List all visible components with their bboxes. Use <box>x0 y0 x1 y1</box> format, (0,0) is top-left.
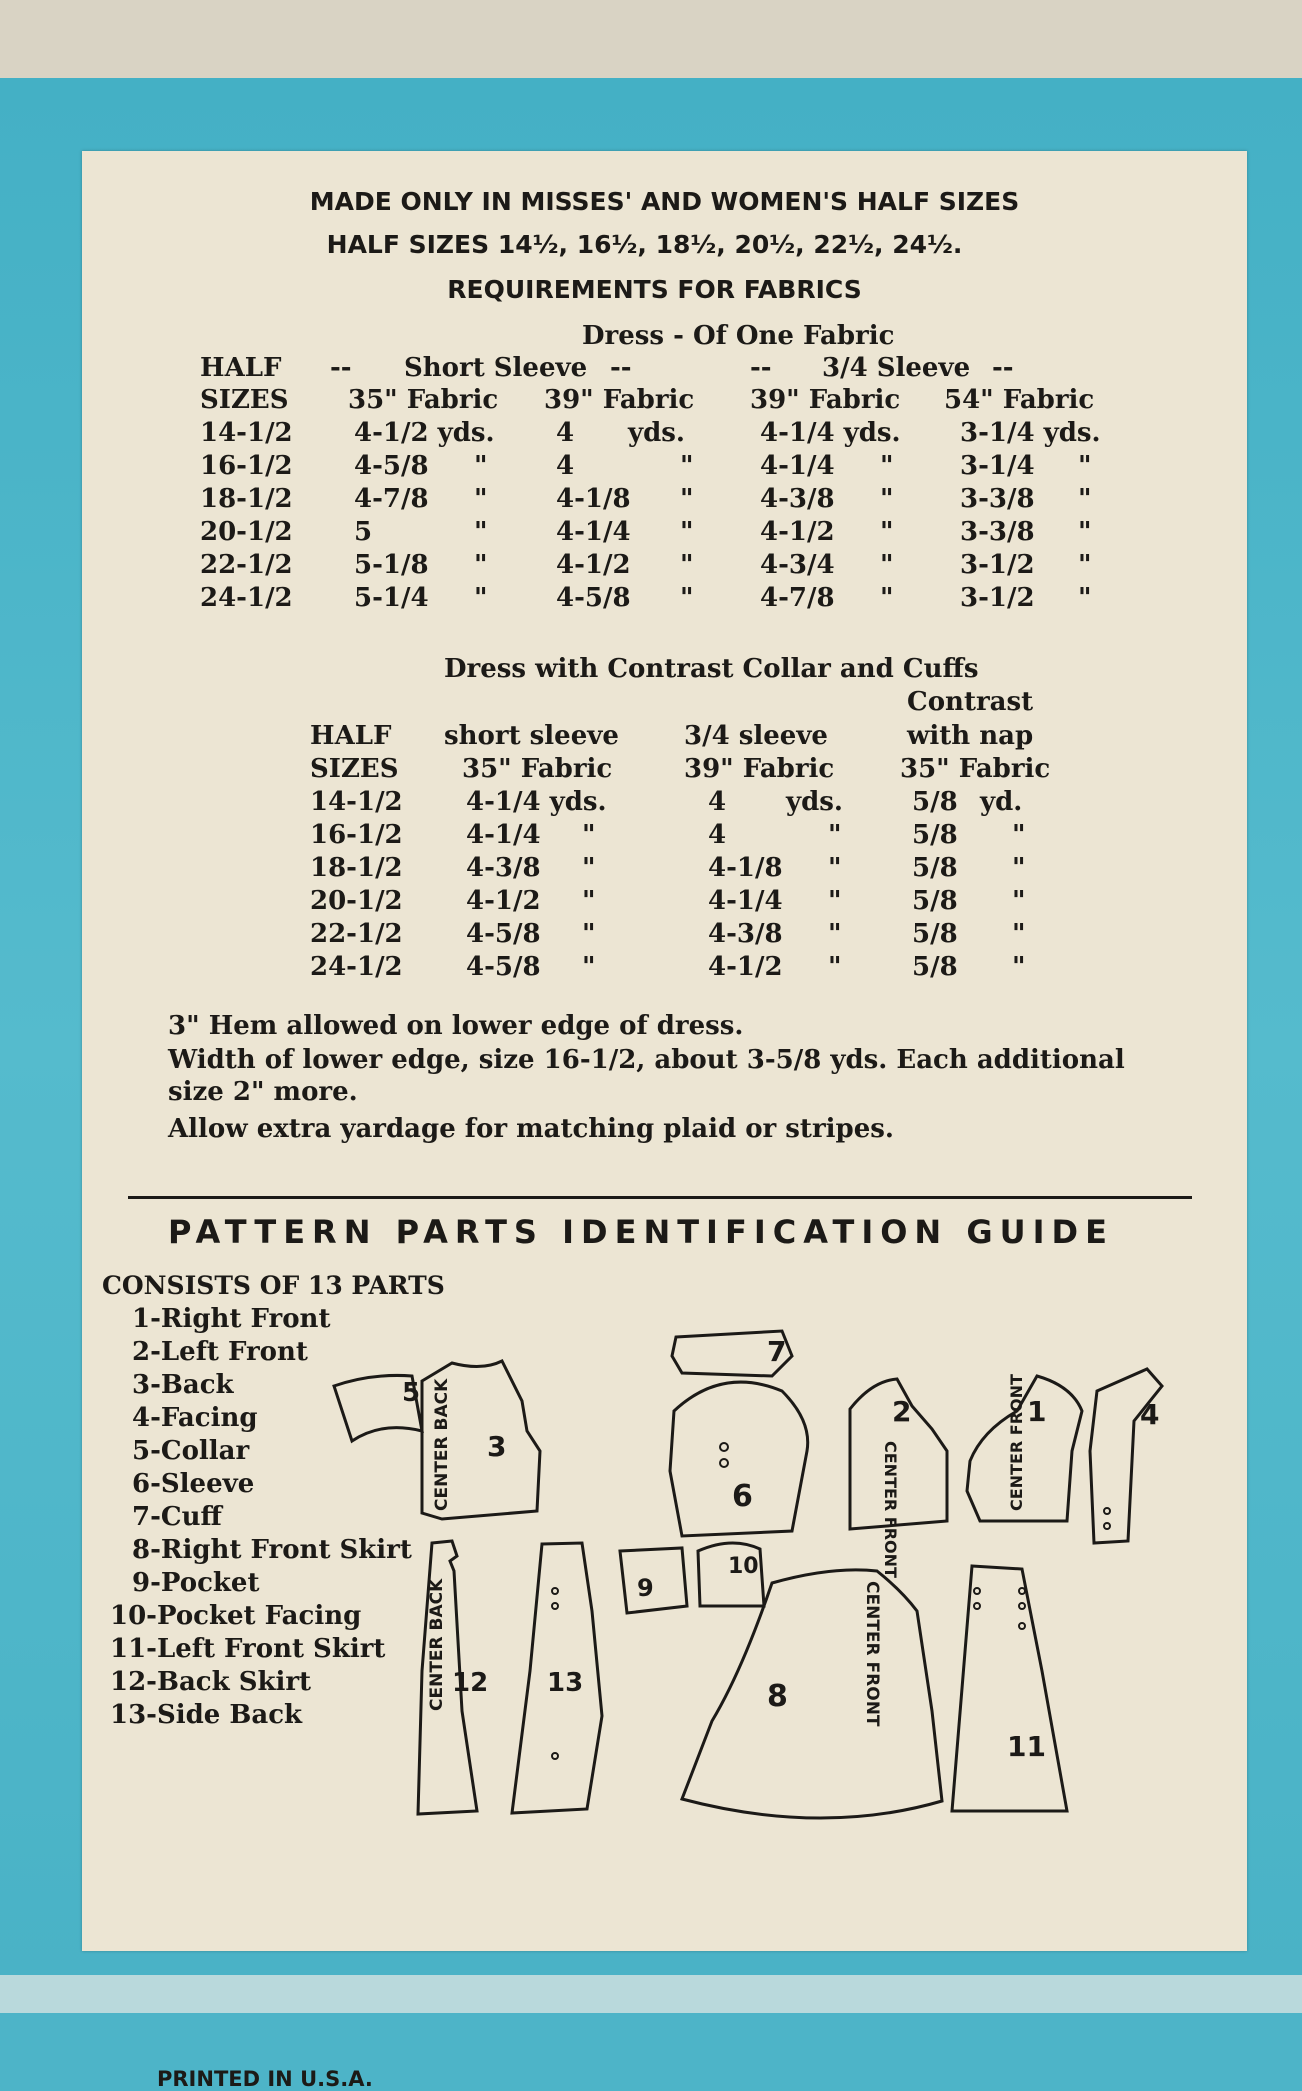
cell: " <box>880 550 894 580</box>
part-item: 1-Right Front <box>132 1304 331 1334</box>
cell: yds. <box>628 418 685 448</box>
cell: " <box>680 484 694 514</box>
cell: " <box>880 517 894 547</box>
header-sizes: HALF SIZES 14½, 16½, 18½, 20½, 22½, 24½. <box>326 230 963 259</box>
note-size: size 2" more. <box>168 1077 358 1107</box>
note-plaid: Allow extra yardage for matching plaid or stripes. <box>168 1114 894 1144</box>
th: 39" Fabric <box>750 385 901 415</box>
part-item: 2-Left Front <box>132 1337 308 1367</box>
table2-head0: Contrast <box>907 687 1034 717</box>
cell: " <box>1012 886 1026 916</box>
th: 3/4 Sleeve <box>822 353 971 383</box>
cell: " <box>1078 451 1092 481</box>
cell: 4-1/4 <box>708 886 783 916</box>
cell: 4-3/8 <box>466 853 541 883</box>
cell: 5-1/8 <box>354 550 429 580</box>
cell: 4-7/8 <box>354 484 429 514</box>
cell: " <box>1078 550 1092 580</box>
cell: " <box>474 517 488 547</box>
th: 3/4 sleeve <box>684 721 828 751</box>
cell: 4-3/8 <box>760 484 835 514</box>
cell: 4-3/4 <box>760 550 835 580</box>
cell: " <box>582 820 596 850</box>
part-item: 6-Sleeve <box>132 1469 255 1499</box>
label-center-front-1: CENTER FRONT <box>1007 1374 1026 1511</box>
cell: 24-1/2 <box>310 952 403 982</box>
th: HALF <box>310 721 392 751</box>
cell: " <box>880 484 894 514</box>
th: SIZES <box>200 385 289 415</box>
th: 35" Fabric <box>462 754 613 784</box>
bottom-edge-strip <box>0 1975 1302 2013</box>
cell: 18-1/2 <box>200 484 293 514</box>
cell: 4-1/4 yds. <box>760 418 901 448</box>
cell: 4-1/2 <box>708 952 783 982</box>
cell: " <box>680 517 694 547</box>
label-3: 3 <box>487 1430 507 1463</box>
th: 35" Fabric <box>900 754 1051 784</box>
th: 35" Fabric <box>348 385 499 415</box>
cell: 14-1/2 <box>310 787 403 817</box>
cell: 16-1/2 <box>200 451 293 481</box>
cell: 16-1/2 <box>310 820 403 850</box>
cell: 20-1/2 <box>200 517 293 547</box>
cell: " <box>582 952 596 982</box>
cell: 4-5/8 <box>354 451 429 481</box>
cell: 5/8 <box>912 820 958 850</box>
cell: 4-1/8 <box>708 853 783 883</box>
requirements-title: REQUIREMENTS FOR FABRICS <box>447 275 862 304</box>
label-center-front-2: CENTER FRONT <box>881 1441 900 1578</box>
cell: 18-1/2 <box>310 853 403 883</box>
th: HALF <box>200 353 282 383</box>
cell: " <box>828 886 842 916</box>
cell: " <box>474 550 488 580</box>
cell: 20-1/2 <box>310 886 403 916</box>
cell: 4-1/2 <box>466 886 541 916</box>
th: short sleeve <box>444 721 619 751</box>
cell: " <box>680 451 694 481</box>
cell: 14-1/2 <box>200 418 293 448</box>
cell: 4 <box>556 451 575 481</box>
cell: 22-1/2 <box>310 919 403 949</box>
part-item: 11-Left Front Skirt <box>110 1634 386 1664</box>
label-13: 13 <box>547 1668 584 1698</box>
part-item: 7-Cuff <box>132 1502 222 1532</box>
cell: 4-5/8 <box>466 952 541 982</box>
table2-title: Dress with Contrast Collar and Cuffs <box>444 654 979 684</box>
cell: " <box>582 919 596 949</box>
cell: 4 <box>556 418 575 448</box>
th: -- <box>992 353 1014 383</box>
printed-in-usa: PRINTED IN U.S.A. <box>157 2067 373 2091</box>
cell: 5/8 <box>912 787 958 817</box>
part-item: 12-Back Skirt <box>110 1667 312 1697</box>
cell: 3-1/2 <box>960 550 1035 580</box>
cell: 4-1/2 yds. <box>354 418 495 448</box>
pattern-pieces-diagram <box>82 151 1247 1951</box>
part-item: 9-Pocket <box>132 1568 260 1598</box>
cell: 3-1/4 <box>960 451 1035 481</box>
piece-left-front-skirt <box>952 1566 1067 1811</box>
cell: " <box>828 952 842 982</box>
cell: 4 <box>708 787 727 817</box>
note-width: Width of lower edge, size 16-1/2, about 3-5/8 yds. Each additional <box>168 1045 1125 1075</box>
note-hem: 3" Hem allowed on lower edge of dress. <box>168 1011 744 1041</box>
cell: 4-1/2 <box>556 550 631 580</box>
cell: " <box>1078 484 1092 514</box>
cell: " <box>474 451 488 481</box>
cell: 22-1/2 <box>200 550 293 580</box>
th: 54" Fabric <box>944 385 1095 415</box>
cell: yds. <box>786 787 843 817</box>
cell: yd. <box>980 787 1023 817</box>
cell: " <box>1012 919 1026 949</box>
label-12: 12 <box>452 1668 489 1698</box>
cell: " <box>1012 820 1026 850</box>
cell: " <box>680 583 694 613</box>
cell: 4-5/8 <box>466 919 541 949</box>
th: 39" Fabric <box>684 754 835 784</box>
header-line-1: MADE ONLY IN MISSES' AND WOMEN'S HALF SIZES <box>309 187 1020 216</box>
cell: " <box>1078 583 1092 613</box>
cell: " <box>880 583 894 613</box>
th: -- <box>610 353 632 383</box>
guide-title: PATTERN PARTS IDENTIFICATION GUIDE <box>168 1213 1114 1251</box>
cell: " <box>474 484 488 514</box>
cell: " <box>828 919 842 949</box>
cell: " <box>880 451 894 481</box>
cell: " <box>474 583 488 613</box>
th: Short Sleeve <box>404 353 588 383</box>
label-1: 1 <box>1027 1395 1047 1428</box>
label-8: 8 <box>767 1679 788 1714</box>
cell: 5/8 <box>912 886 958 916</box>
cell: 5/8 <box>912 919 958 949</box>
cell: 5-1/4 <box>354 583 429 613</box>
label-7: 7 <box>767 1335 787 1368</box>
cell: 4-1/4 <box>760 451 835 481</box>
cell: 4-1/4 <box>466 820 541 850</box>
label-5: 5 <box>402 1378 421 1408</box>
table1-title: Dress - Of One Fabric <box>582 321 895 351</box>
part-item: 10-Pocket Facing <box>110 1601 362 1631</box>
cell: 4-5/8 <box>556 583 631 613</box>
part-item: 5-Collar <box>132 1436 250 1466</box>
cell: 5/8 <box>912 853 958 883</box>
cell: " <box>1078 517 1092 547</box>
label-center-front-8: CENTER FRONT <box>862 1581 882 1727</box>
cell: 4-1/8 <box>556 484 631 514</box>
th: with nap <box>907 721 1034 751</box>
cell: 4-1/2 <box>760 517 835 547</box>
label-center-back-3: CENTER BACK <box>432 1378 452 1511</box>
th: SIZES <box>310 754 399 784</box>
part-item: 4-Facing <box>132 1403 258 1433</box>
cell: " <box>680 550 694 580</box>
th: 39" Fabric <box>544 385 695 415</box>
label-9: 9 <box>637 1574 654 1602</box>
label-2: 2 <box>892 1395 912 1428</box>
cell: " <box>828 853 842 883</box>
part-item: 13-Side Back <box>110 1700 303 1730</box>
cell: 4 <box>708 820 727 850</box>
cell: 3-3/8 <box>960 484 1035 514</box>
parts-title: CONSISTS OF 13 PARTS <box>102 1271 445 1300</box>
cell: 5 <box>354 517 373 547</box>
top-torn-strip <box>0 0 1302 78</box>
pattern-envelope-card <box>82 151 1247 2091</box>
cell: 4-3/8 <box>708 919 783 949</box>
th: -- <box>750 353 772 383</box>
cell: 4-1/4 <box>556 517 631 547</box>
part-item: 8-Right Front Skirt <box>132 1535 412 1565</box>
part-item: 3-Back <box>132 1370 234 1400</box>
cell: 3-1/2 <box>960 583 1035 613</box>
cell: " <box>1012 952 1026 982</box>
cell: 4-1/4 yds. <box>466 787 607 817</box>
label-center-back-12: CENTER BACK <box>427 1578 447 1711</box>
cell: 24-1/2 <box>200 583 293 613</box>
cell: " <box>1012 853 1026 883</box>
th: -- <box>330 353 352 383</box>
cell: " <box>828 820 842 850</box>
cell: " <box>582 853 596 883</box>
label-6: 6 <box>732 1479 753 1514</box>
piece-facing <box>1090 1369 1162 1543</box>
cell: " <box>582 886 596 916</box>
label-10: 10 <box>728 1554 759 1579</box>
cell: 3-3/8 <box>960 517 1035 547</box>
label-4: 4 <box>1140 1398 1160 1431</box>
cell: 5/8 <box>912 952 958 982</box>
cell: 3-1/4 yds. <box>960 418 1101 448</box>
cell: 4-7/8 <box>760 583 835 613</box>
label-11: 11 <box>1007 1730 1046 1763</box>
